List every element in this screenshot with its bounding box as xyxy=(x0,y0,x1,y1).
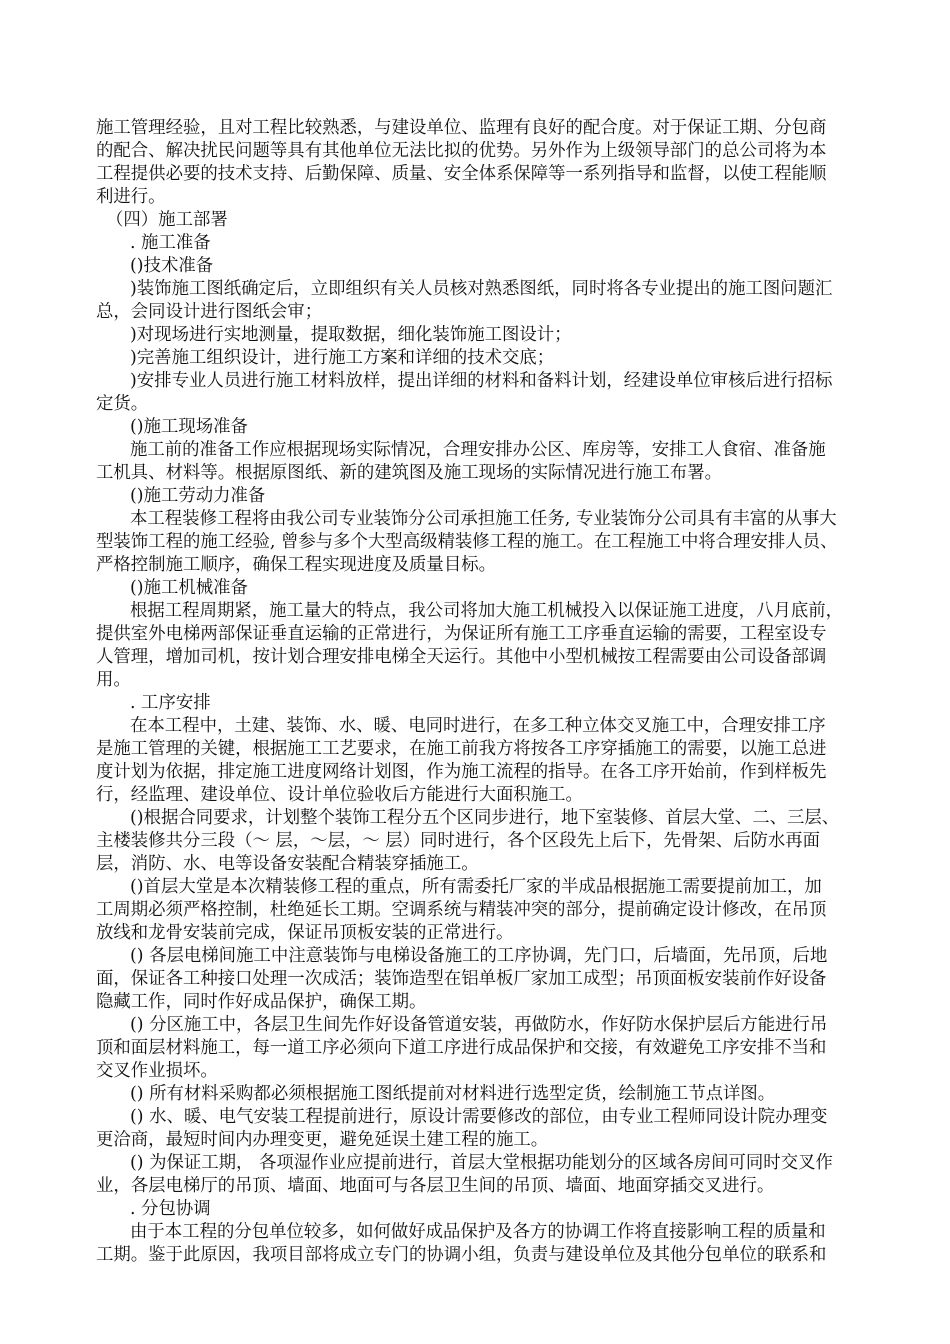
paragraph-line: ()根据合同要求，计划整个装饰工程分五个区同步进行，地下室装修、首层大堂、二、三层、 xyxy=(130,808,840,828)
paragraph-line: 更洽商，最短时间内办理变更，避免延误土建工程的施工。 xyxy=(96,1130,549,1150)
item-heading: ()施工机械准备 xyxy=(130,578,248,598)
paragraph-line: 放线和龙骨安装前完成，保证吊顶板安装的正常进行。 xyxy=(96,923,514,943)
paragraph-line: 由于本工程的分包单位较多，如何做好成品保护及各方的协调工作将直接影响工程的质量和 xyxy=(130,1222,826,1242)
paragraph-line: 的配合、解决扰民问题等具有其他单位无法比拟的优势。另外作为上级领导部门的总公司将为本 xyxy=(96,141,827,161)
paragraph-line: 度计划为依据，排定施工进度网络计划图，作为施工流程的指导。在各工序开始前，作到样板先 xyxy=(96,762,827,782)
paragraph-line: 主楼装修共分三段（～ 层，～层，～ 层）同时进行，各个区段先上后下，先骨架、后防水再面 xyxy=(96,831,821,851)
subsection-heading: . 分包协调 xyxy=(130,1199,211,1219)
paragraph-line: 面，保证各工种接口处理一次成活；装饰造型在铝单板厂家加工成型；吊顶面板安装前作好设备 xyxy=(96,969,827,989)
paragraph-line: 提供室外电梯两部保证垂直运输的正常进行，为保证所有施工工序垂直运输的需要，工程室设专 xyxy=(96,624,827,644)
paragraph-line: 隐藏工作，同时作好成品保护，确保工期。 xyxy=(96,992,427,1012)
item-heading: ()技术准备 xyxy=(130,256,214,276)
paragraph-line: 交叉作业损坏。 xyxy=(96,1061,218,1081)
paragraph-line: 本工程装修工程将由我公司专业装饰分公司承担施工任务, 专业装饰分公司具有丰富的从事大 xyxy=(130,509,837,529)
paragraph-line: () 分区施工中，各层卫生间先作好设备管道安装，再做防水，作好防水保护层后方能进行吊 xyxy=(130,1015,828,1035)
paragraph-line: () 为保证工期， 各项湿作业应提前进行，首层大堂根据功能划分的区域各房间可同时交叉作 xyxy=(130,1153,833,1173)
paragraph-line: )安排专业人员进行施工材料放样，提出详细的材料和备料计划，经建设单位审核后进行招标 xyxy=(130,371,833,391)
paragraph-line: 工周期必须严格控制，杜绝延长工期。空调系统与精装冲突的部分，提前确定设计修改，在吊顶 xyxy=(96,900,827,920)
paragraph-line: 工程提供必要的技术支持、后勤保障、质量、安全体系保障等一系列指导和监督，以使工程能顺 xyxy=(96,164,827,184)
paragraph-line: 定货。 xyxy=(96,394,149,414)
paragraph-line: 工机具、材料等。根据原图纸、新的建筑图及施工现场的实际情况进行施工布署。 xyxy=(96,463,723,483)
paragraph-line: 用。 xyxy=(96,670,131,690)
item-heading: ()施工劳动力准备 xyxy=(130,486,266,506)
paragraph-line: 行，经监理、建设单位、设计单位验收后方能进行大面积施工。 xyxy=(96,785,583,805)
paragraph-line: 工期。鉴于此原因，我项目部将成立专门的协调小组，负责与建设单位及其他分包单位的联系和 xyxy=(96,1245,827,1265)
paragraph-line: 在本工程中，土建、装饰、水、暖、电同时进行，在多工种立体交叉施工中，合理安排工序 xyxy=(130,716,826,736)
paragraph-line: )完善施工组织设计，进行施工方案和详细的技术交底； xyxy=(130,348,555,368)
item-heading: ()施工现场准备 xyxy=(130,417,248,437)
paragraph-line: )对现场进行实地测量，提取数据，细化装饰施工图设计； xyxy=(130,325,572,345)
paragraph-line: 层，消防、水、电等设备安装配合精装穿插施工。 xyxy=(96,854,479,874)
paragraph-line: 型装饰工程的施工经验, 曾参与多个大型高级精装修工程的施工。在工程施工中将合理安排人员、 xyxy=(96,532,838,552)
paragraph-line: 顶和面层材料施工，每一道工序必须向下道工序进行成品保护和交接，有效避免工序安排不当和 xyxy=(96,1038,827,1058)
paragraph-line: 业，各层电梯厅的吊顶、墙面、地面可与各层卫生间的吊顶、墙面、地面穿插交叉进行。 xyxy=(96,1176,775,1196)
subsection-heading: . 工序安排 xyxy=(130,693,211,713)
section-heading: （四）施工部署 xyxy=(106,210,228,230)
paragraph-line: 利进行。 xyxy=(96,187,166,207)
paragraph-line: 是施工管理的关键，根据施工工艺要求，在施工前我方将按各工序穿插施工的需要，以施工总进 xyxy=(96,739,827,759)
paragraph-line: 总，会同设计进行图纸会审； xyxy=(96,302,323,322)
paragraph-line: )装饰施工图纸确定后，立即组织有关人员核对熟悉图纸，同时将各专业提出的施工图问题汇 xyxy=(130,279,833,299)
paragraph-line: 人管理，增加司机，按计划合理安排电梯全天运行。其他中小型机械按工程需要由公司设备部调 xyxy=(96,647,827,667)
paragraph-line: () 水、暖、电气安装工程提前进行，原设计需要修改的部位，由专业工程师同设计院办理变 xyxy=(130,1107,828,1127)
paragraph-line: 根据工程周期紧，施工量大的特点，我公司将加大施工机械投入以保证施工进度，八月底前， xyxy=(130,601,844,621)
paragraph-line: ()首层大堂是本次精装修工程的重点，所有需委托厂家的半成品根据施工需要提前加工，加 xyxy=(130,877,822,897)
paragraph-line: 严格控制施工顺序，确保工程实现进度及质量目标。 xyxy=(96,555,496,575)
paragraph-line: () 各层电梯间施工中注意装饰与电梯设备施工的工序协调，先门口，后墙面，先吊顶，后地 xyxy=(130,946,828,966)
paragraph-line: () 所有材料采购都必须根据施工图纸提前对材料进行选型定货，绘制施工节点详图。 xyxy=(130,1084,776,1104)
subsection-heading: . 施工准备 xyxy=(130,233,211,253)
paragraph-line: 施工前的准备工作应根据现场实际情况，合理安排办公区、库房等，安排工人食宿、准备施 xyxy=(130,440,826,460)
paragraph-line: 施工管理经验，且对工程比较熟悉，与建设单位、监理有良好的配合度。对于保证工期、分包商 xyxy=(96,118,827,138)
